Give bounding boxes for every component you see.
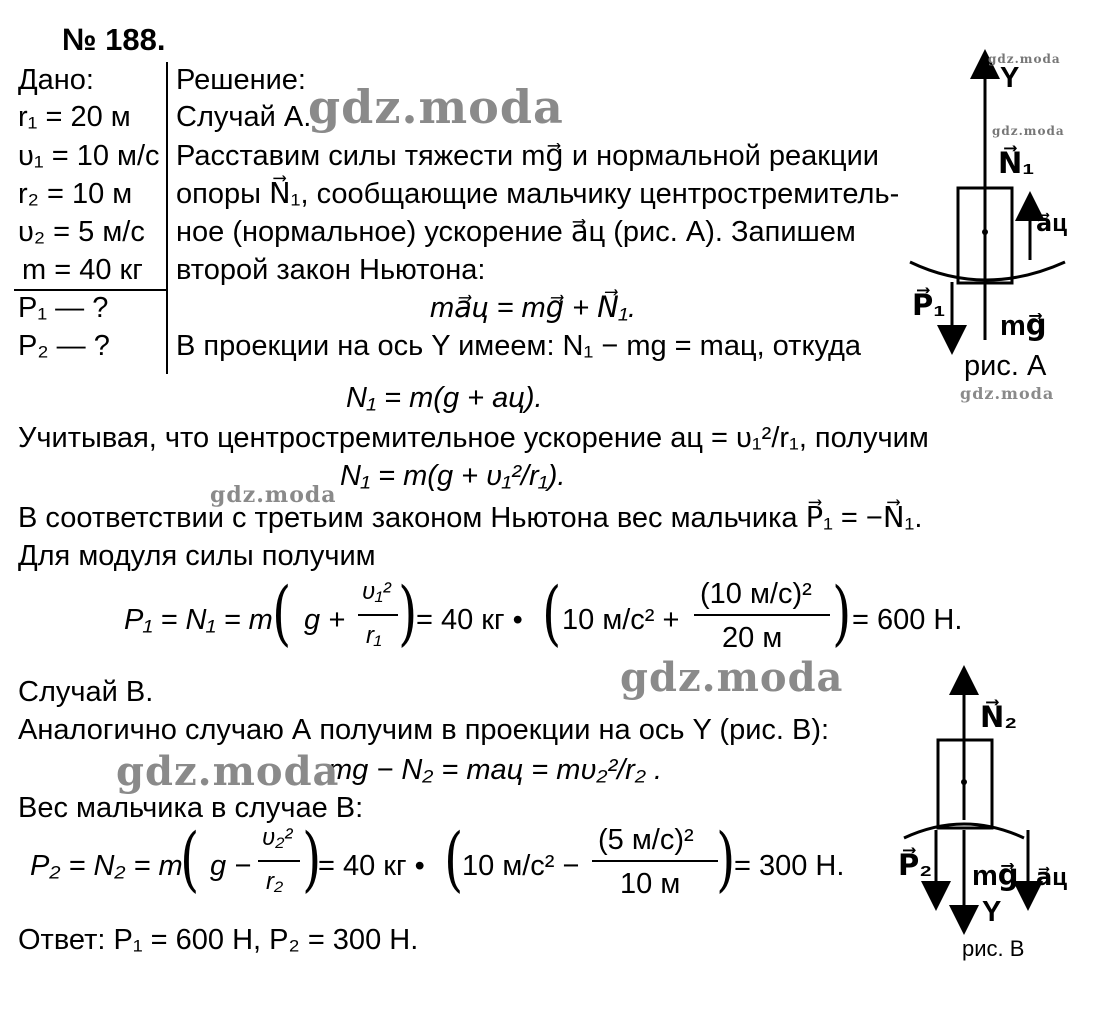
fraction-bar (694, 614, 830, 616)
given-r1: r₁ = 20 м (18, 101, 131, 133)
fraction-numerator: (10 м/с)² (700, 578, 812, 610)
find-p2: P₂ — ? (18, 330, 110, 362)
figure-a-p-label: P⃗₁ (912, 290, 946, 322)
problem-number: № 188. (62, 22, 166, 57)
equation-p1-result: = 600 Н. (852, 604, 963, 636)
paragraph-1-line-4: второй закон Ньютона: (176, 254, 486, 286)
fraction-bar (358, 614, 398, 616)
center-dot (961, 779, 967, 785)
figure-a-a-label: a⃗ц (1036, 210, 1067, 237)
equation-p1-lhs: P₁ = N₁ = m (124, 604, 273, 636)
equation-p2-lhs: P₂ = N₂ = m (30, 850, 183, 882)
paragraph-3: Учитывая, что центростремительное ускорение aц = υ₁²/r₁, получим (18, 422, 929, 454)
fraction-numerator: υ₂² (262, 824, 293, 851)
given-divider (14, 289, 168, 291)
solution-title: Решение: (176, 64, 306, 96)
paragraph-4-line-1: В соответствии с третьим законом Ньютона вес мальчика P⃗₁ = −N⃗₁. (18, 502, 923, 534)
paren-open: ( (180, 818, 200, 900)
figure-b-p-label: P⃗₂ (898, 850, 933, 882)
equation-newton-vector: ma⃗ц = mg⃗ + N⃗₁. (430, 292, 637, 324)
figure-b-n-label: N⃗₂ (980, 702, 1018, 734)
figure-a-y-label: Y (1000, 62, 1020, 94)
paren-close: ) (398, 572, 418, 654)
fraction-denominator: 10 м (620, 868, 681, 900)
paren-open: ( (444, 818, 464, 900)
figure-a-n-label: N⃗₁ (998, 148, 1035, 180)
equation-p1-mid: = 40 кг • (416, 604, 523, 636)
watermark: gdz.moda (210, 482, 337, 508)
paragraph-6: Вес мальчика в случае В: (18, 792, 364, 824)
fraction-denominator: r₂ (266, 868, 284, 895)
watermark: gdz.moda (116, 748, 340, 795)
figure-a-caption: рис. А (964, 350, 1047, 382)
fraction-denominator: r₁ (366, 622, 382, 649)
fraction-bar (592, 860, 718, 862)
case-a-heading: Случай А. (176, 101, 312, 133)
fraction-numerator: υ₁² (362, 578, 391, 605)
given-separator (166, 62, 168, 374)
case-b-heading: Случай В. (18, 676, 154, 708)
paragraph-5: Аналогично случаю А получим в проекции на ось Y (рис. В): (18, 714, 830, 746)
watermark: gdz.moda (308, 80, 564, 134)
find-p1: P₁ — ? (18, 292, 109, 324)
fraction-numerator: (5 м/с)² (598, 824, 694, 856)
given-r2: r₂ = 10 м (18, 178, 133, 210)
answer: Ответ: P₁ = 600 Н, P₂ = 300 Н. (18, 924, 419, 956)
paragraph-4-line-2: Для модуля силы получим (18, 540, 376, 572)
equation-n1: N₁ = m(g + aц). (346, 382, 543, 414)
given-m: m = 40 кг (22, 254, 143, 286)
equation-p1-g-plus: g + (304, 604, 346, 636)
paragraph-1-line-2: опоры N⃗₁, сообщающие мальчику центростремитель- (176, 178, 900, 210)
watermark: gdz.moda (988, 52, 1061, 66)
figure-b-mg-label: mg⃗ (972, 860, 1019, 892)
given-title: Дано: (18, 64, 94, 96)
fraction-bar (258, 860, 300, 862)
equation-p2-mid: = 40 кг • (318, 850, 425, 882)
equation-n1-expanded: N₁ = m(g + υ₁²/r₁). (340, 460, 566, 492)
figure-b-a-label: a⃗ц (1036, 864, 1067, 891)
equation-p2-inner: 10 м/с² − (462, 850, 580, 882)
equation-p2-g-minus: g − (210, 850, 252, 882)
fraction-denominator: 20 м (722, 622, 783, 654)
paragraph-1-line-1: Расставим силы тяжести mg⃗ и нормальной реакции (176, 140, 879, 172)
given-v1: υ₁ = 10 м/с (18, 140, 160, 172)
figure-a-mg-label: mg⃗ (1000, 310, 1047, 342)
paren-open: ( (542, 572, 562, 654)
equation-p2-result: = 300 Н. (734, 850, 845, 882)
paren-close: ) (832, 572, 852, 654)
watermark: gdz.moda (620, 654, 844, 701)
given-v2: υ₂ = 5 м/с (18, 216, 145, 248)
figure-b-caption: рис. В (962, 936, 1025, 961)
paren-open: ( (272, 572, 292, 654)
watermark: gdz.moda (960, 384, 1055, 403)
equation-p1-inner: 10 м/с² + (562, 604, 680, 636)
paragraph-1-line-3: ное (нормальное) ускорение a⃗ц (рис. А). Запишем (176, 216, 856, 248)
paren-close: ) (716, 818, 736, 900)
bridge-arc (910, 262, 1065, 280)
equation-case-b: mg − N₂ = maц = mυ₂²/r₂ . (328, 754, 663, 786)
paragraph-2: В проекции на ось Y имеем: N₁ − mg = maц, откуда (176, 330, 862, 362)
center-dot (982, 229, 988, 235)
watermark: gdz.moda (992, 124, 1065, 138)
figure-b-y-label: Y (982, 896, 1002, 928)
paren-close: ) (302, 818, 322, 900)
